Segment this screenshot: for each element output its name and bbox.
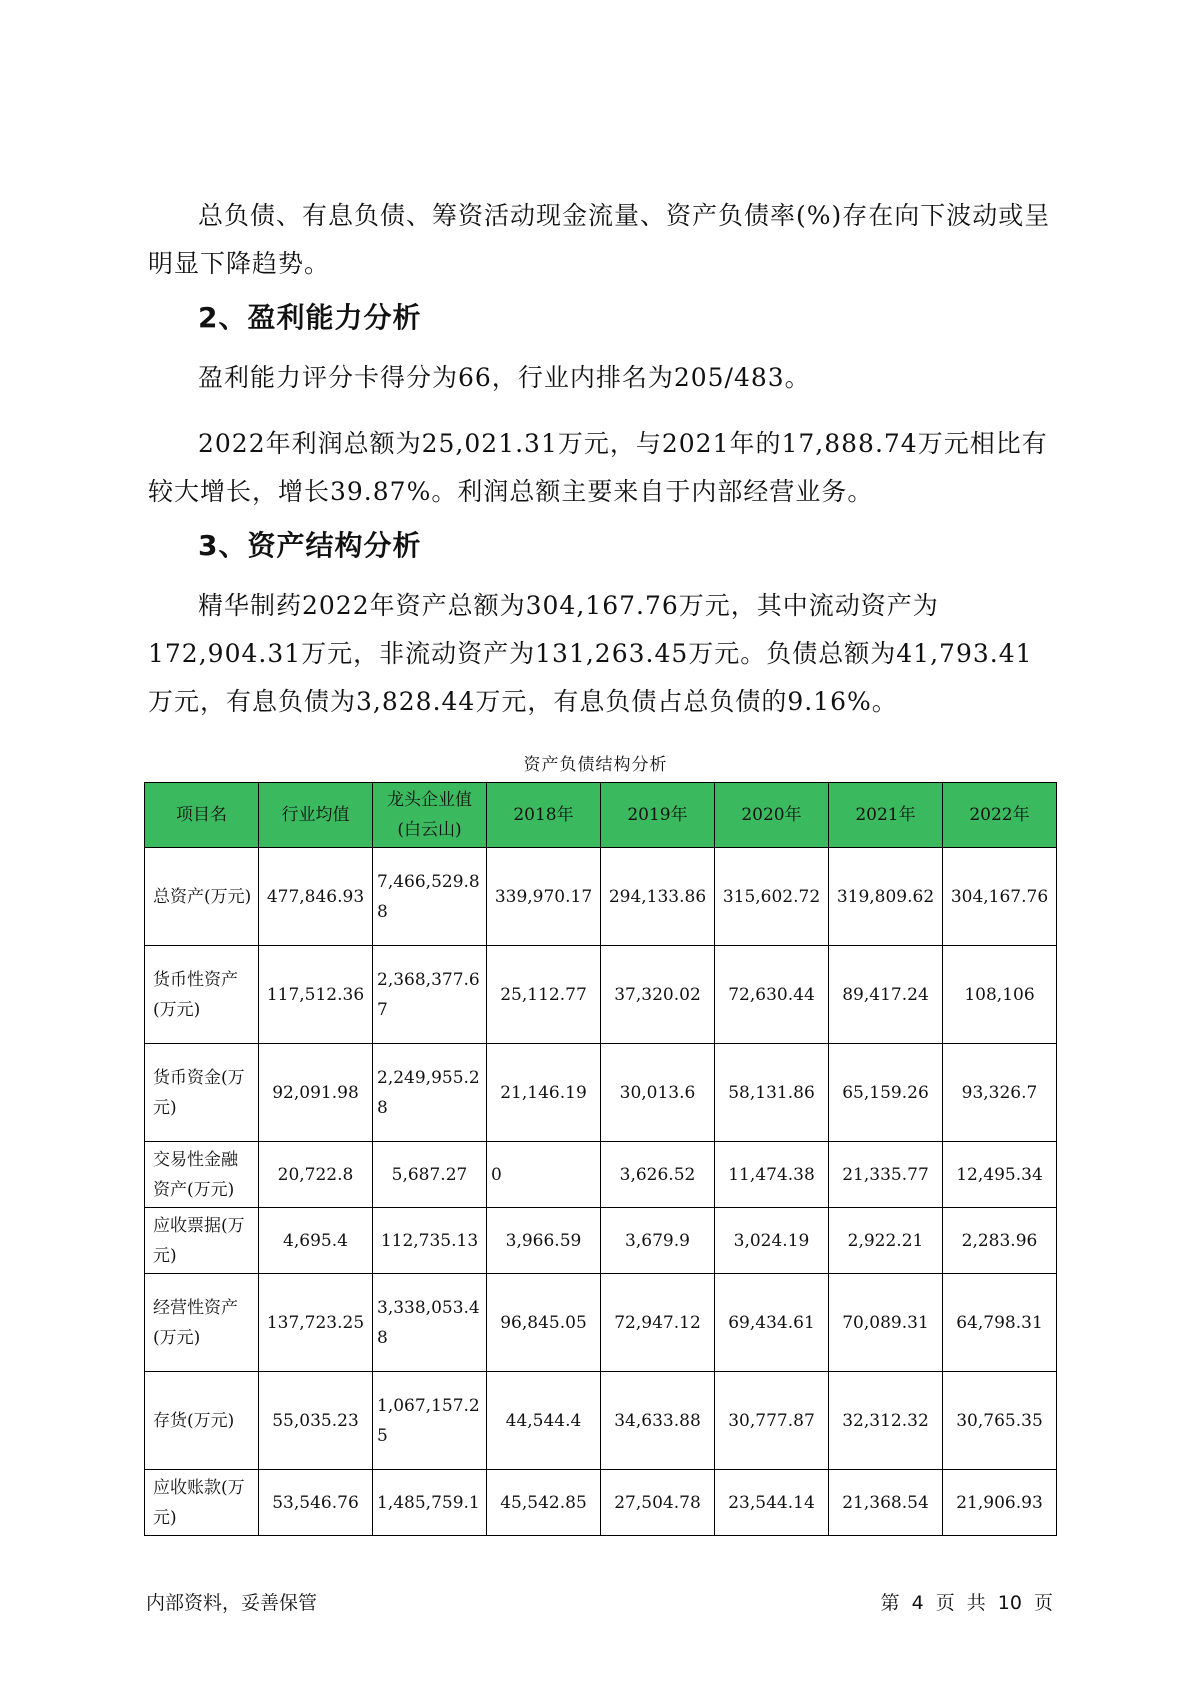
table-cell: 3,338,053.48 bbox=[373, 1274, 487, 1372]
table-row bbox=[145, 1274, 1057, 1372]
table-cell: 2,368,377.67 bbox=[373, 946, 487, 1044]
table-cell: 2,283.96 bbox=[943, 1208, 1057, 1274]
row-label: 应收票据(万元) bbox=[145, 1208, 259, 1274]
table-cell: 34,633.88 bbox=[601, 1372, 715, 1470]
header-cell: 项目名 bbox=[145, 783, 259, 848]
table-row bbox=[145, 1372, 1057, 1470]
table-cell: 93,326.7 bbox=[943, 1044, 1057, 1142]
table-cell: 3,679.9 bbox=[601, 1208, 715, 1274]
table-cell: 25,112.77 bbox=[487, 946, 601, 1044]
row-label: 交易性金融资产(万元) bbox=[145, 1142, 259, 1208]
paragraph-profit-growth: 2022年利润总额为25,021.31万元，与2021年的17,888.74万元相比有较大增长，增长39.87%。利润总额主要来自于内部经营业务。 bbox=[148, 429, 1048, 506]
footer-page-number: 第 4 页 共 10 页 bbox=[880, 1592, 1053, 1614]
table-cell: 30,777.87 bbox=[715, 1372, 829, 1470]
table-cell: 339,970.17 bbox=[487, 848, 601, 946]
table-row bbox=[145, 848, 1057, 946]
table-cell: 55,035.23 bbox=[259, 1372, 373, 1470]
table-cell: 7,466,529.88 bbox=[373, 848, 487, 946]
row-label: 总资产(万元) bbox=[145, 848, 259, 946]
table-cell: 112,735.13 bbox=[373, 1208, 487, 1274]
table-cell: 89,417.24 bbox=[829, 946, 943, 1044]
table-cell: 45,542.85 bbox=[487, 1470, 601, 1536]
table-cell: 70,089.31 bbox=[829, 1274, 943, 1372]
section-heading-profitability: 2、盈利能力分析 bbox=[198, 301, 422, 334]
row-label: 货币资金(万元) bbox=[145, 1044, 259, 1142]
table-cell: 319,809.62 bbox=[829, 848, 943, 946]
table-cell: 37,320.02 bbox=[601, 946, 715, 1044]
table-row bbox=[145, 1208, 1057, 1274]
table-cell: 1,485,759.1 bbox=[373, 1470, 487, 1536]
table-caption: 资产负债结构分析 bbox=[523, 755, 668, 775]
table-cell: 315,602.72 bbox=[715, 848, 829, 946]
header-cell: 2021年 bbox=[829, 783, 943, 848]
table-cell: 4,695.4 bbox=[259, 1208, 373, 1274]
table-cell: 12,495.34 bbox=[943, 1142, 1057, 1208]
header-cell: 2022年 bbox=[943, 783, 1057, 848]
table-cell: 3,966.59 bbox=[487, 1208, 601, 1274]
table-row bbox=[145, 1470, 1057, 1536]
table-cell: 23,544.14 bbox=[715, 1470, 829, 1536]
table-cell: 53,546.76 bbox=[259, 1470, 373, 1536]
table-cell: 44,544.4 bbox=[487, 1372, 601, 1470]
paragraph-debt-trend: 总负债、有息负债、筹资活动现金流量、资产负债率(%)存在向下波动或呈明显下降趋势。 bbox=[148, 201, 1051, 278]
table-cell: 32,312.32 bbox=[829, 1372, 943, 1470]
header-cell: 龙头企业值(白云山) bbox=[373, 783, 487, 848]
table-cell: 21,906.93 bbox=[943, 1470, 1057, 1536]
header-cell: 2019年 bbox=[601, 783, 715, 848]
table-cell: 11,474.38 bbox=[715, 1142, 829, 1208]
table-cell: 304,167.76 bbox=[943, 848, 1057, 946]
table-cell: 294,133.86 bbox=[601, 848, 715, 946]
table-cell: 477,846.93 bbox=[259, 848, 373, 946]
table-cell: 30,765.35 bbox=[943, 1372, 1057, 1470]
table-cell: 21,368.54 bbox=[829, 1470, 943, 1536]
table-cell: 2,922.21 bbox=[829, 1208, 943, 1274]
table-cell: 96,845.05 bbox=[487, 1274, 601, 1372]
table-cell: 3,024.19 bbox=[715, 1208, 829, 1274]
header-cell: 行业均值 bbox=[259, 783, 373, 848]
footer-confidential-note: 内部资料，妥善保管 bbox=[146, 1592, 318, 1614]
table-cell: 30,013.6 bbox=[601, 1044, 715, 1142]
table-cell: 0 bbox=[487, 1142, 601, 1208]
table-cell: 1,067,157.25 bbox=[373, 1372, 487, 1470]
table-cell: 92,091.98 bbox=[259, 1044, 373, 1142]
table-cell: 108,106 bbox=[943, 946, 1057, 1044]
table-cell: 72,947.12 bbox=[601, 1274, 715, 1372]
paragraph-asset-summary: 精华制药2022年资产总额为304,167.76万元，其中流动资产为172,904.31万元，非流动资产为131,263.45万元。负债总额为41,793.41万元，有息负债为3,828.44万元，有息负债占总负债的9.16%。 bbox=[148, 591, 1033, 716]
paragraph-profit-score: 盈利能力评分卡得分为66，行业内排名为205/483。 bbox=[198, 363, 811, 392]
table-cell: 5,687.27 bbox=[373, 1142, 487, 1208]
row-label: 应收账款(万元) bbox=[145, 1470, 259, 1536]
asset-liability-table bbox=[144, 782, 1057, 1536]
table-cell: 2,249,955.28 bbox=[373, 1044, 487, 1142]
row-label: 经营性资产(万元) bbox=[145, 1274, 259, 1372]
table-cell: 27,504.78 bbox=[601, 1470, 715, 1536]
table-row bbox=[145, 1142, 1057, 1208]
table-row bbox=[145, 1044, 1057, 1142]
table-cell: 58,131.86 bbox=[715, 1044, 829, 1142]
row-label: 货币性资产(万元) bbox=[145, 946, 259, 1044]
table-cell: 65,159.26 bbox=[829, 1044, 943, 1142]
table-cell: 21,335.77 bbox=[829, 1142, 943, 1208]
section-heading-asset-structure: 3、资产结构分析 bbox=[198, 529, 422, 562]
table-cell: 117,512.36 bbox=[259, 946, 373, 1044]
header-cell: 2020年 bbox=[715, 783, 829, 848]
header-cell: 2018年 bbox=[487, 783, 601, 848]
table-cell: 137,723.25 bbox=[259, 1274, 373, 1372]
table-cell: 64,798.31 bbox=[943, 1274, 1057, 1372]
table-cell: 20,722.8 bbox=[259, 1142, 373, 1208]
table-cell: 3,626.52 bbox=[601, 1142, 715, 1208]
table-row bbox=[145, 946, 1057, 1044]
table-cell: 21,146.19 bbox=[487, 1044, 601, 1142]
table-cell: 69,434.61 bbox=[715, 1274, 829, 1372]
table-header-row bbox=[145, 783, 1057, 848]
table-cell: 72,630.44 bbox=[715, 946, 829, 1044]
row-label: 存货(万元) bbox=[145, 1372, 259, 1470]
